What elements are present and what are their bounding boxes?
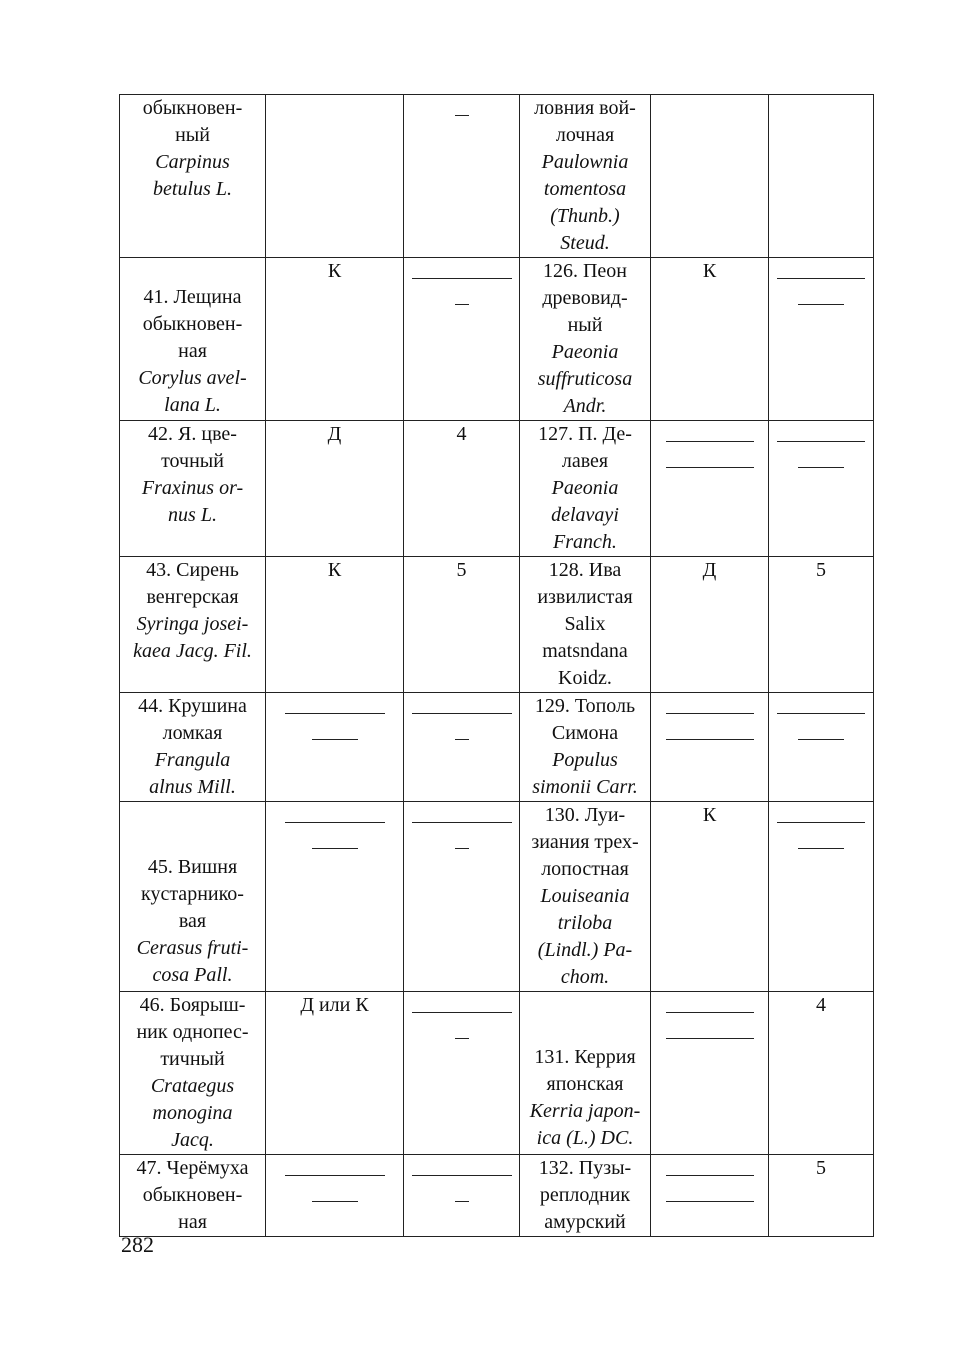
species-cell: 43. Сирень венгерская Syringa josei- kaea Jacg. Fil. (120, 557, 266, 693)
dash-mark (405, 828, 518, 854)
species-cell: 44. Крушина ломкая Frangula alnus Mill. (120, 693, 266, 802)
dash-mark (405, 258, 518, 284)
dash-mark (652, 421, 767, 447)
dash-mark (267, 802, 402, 828)
value-cell: 4 (404, 421, 520, 557)
dash-mark (652, 447, 767, 473)
value-cell: Д или К (266, 992, 404, 1155)
value-cell: 5 (404, 557, 520, 693)
dash-mark (405, 1018, 518, 1044)
dash-mark (405, 693, 518, 719)
value-cell (769, 693, 874, 802)
species-cell: 132. Пузы- реплодник амурский (520, 1155, 651, 1237)
value-cell (651, 95, 769, 258)
species-cell: 42. Я. цве- точный Fraxinus or- nus L. (120, 421, 266, 557)
value-cell (404, 1155, 520, 1237)
species-cell: ловния вой- лочная Paulownia tomentosa (Thunb.) Steud. (520, 95, 651, 258)
value-cell (404, 693, 520, 802)
species-cell: 47. Черёмуха обыкновен- ная (120, 1155, 266, 1237)
dash-mark (267, 719, 402, 745)
value-cell: Д (266, 421, 404, 557)
value-cell (404, 802, 520, 992)
dash-mark (405, 802, 518, 828)
dash-mark (770, 447, 872, 473)
value-cell (769, 95, 874, 258)
dash-mark (405, 992, 518, 1018)
dash-mark (770, 284, 872, 310)
dash-mark (652, 1018, 767, 1044)
dash-mark (770, 802, 872, 828)
table-row (120, 693, 874, 802)
dash-mark (652, 992, 767, 1018)
value-cell: 4 (769, 992, 874, 1155)
species-cell: 41. Лещина обыкновен- ная Corylus avel- lana L. (120, 258, 266, 421)
value-cell (404, 992, 520, 1155)
value-cell (404, 95, 520, 258)
value-cell (651, 992, 769, 1155)
value-cell (404, 258, 520, 421)
dash-mark (267, 828, 402, 854)
species-cell: 129. Тополь Симона Populus simonii Carr. (520, 693, 651, 802)
species-cell: 45. Вишня кустарнико- вая Cerasus fruti- cosa Pall. (120, 802, 266, 992)
dash-mark (770, 719, 872, 745)
table-row (120, 557, 874, 693)
table-row (120, 802, 874, 992)
dash-mark (652, 719, 767, 745)
species-cell: 128. Ива извилистая Salix matsndana Koidz. (520, 557, 651, 693)
table-row (120, 1155, 874, 1237)
dash-mark (267, 1181, 402, 1207)
value-cell: К (651, 258, 769, 421)
value-cell: К (266, 258, 404, 421)
value-cell: К (266, 557, 404, 693)
value-cell: 5 (769, 557, 874, 693)
species-cell: 46. Боярыш- ник однопес- тичный Crataegus monogina Jacq. (120, 992, 266, 1155)
dash-mark (770, 828, 872, 854)
page-number: 282 (121, 1232, 154, 1257)
value-cell (651, 693, 769, 802)
value-cell (769, 258, 874, 421)
species-cell: обыкновен- ный Carpinus betulus L. (120, 95, 266, 258)
species-cell: 126. Пеон древовид- ный Paeonia suffruticosa Andr. (520, 258, 651, 421)
dash-mark (770, 258, 872, 284)
table-row (120, 421, 874, 557)
value-cell (769, 421, 874, 557)
value-cell: Д (651, 557, 769, 693)
value-cell (651, 421, 769, 557)
species-cell: 131. Керрия японская Kerria japon- ica (L.) DC. (520, 992, 651, 1155)
value-cell (651, 1155, 769, 1237)
species-cell: 127. П. Де- лавея Paeonia delavayi Franch. (520, 421, 651, 557)
value-cell (266, 693, 404, 802)
dash-mark (267, 1155, 402, 1181)
species-cell: 130. Луи- зиания трех- лопостная Louiseania triloba (Lindl.) Pa- chom. (520, 802, 651, 992)
value-cell: 5 (769, 1155, 874, 1237)
dash-mark (652, 1181, 767, 1207)
table-row (120, 95, 874, 258)
dash-mark (652, 693, 767, 719)
dash-mark (405, 284, 518, 310)
value-cell (266, 1155, 404, 1237)
dash-mark (770, 421, 872, 447)
value-cell (769, 802, 874, 992)
value-cell: К (651, 802, 769, 992)
dash-mark (405, 719, 518, 745)
dash-mark (405, 1181, 518, 1207)
table-row (120, 992, 874, 1155)
dash-mark (652, 1155, 767, 1181)
species-table (119, 94, 874, 1237)
dash-mark (405, 1155, 518, 1181)
table-row (120, 258, 874, 421)
dash-mark (267, 693, 402, 719)
dash-mark (770, 693, 872, 719)
value-cell (266, 802, 404, 992)
dash-mark (405, 95, 518, 121)
value-cell (266, 95, 404, 258)
